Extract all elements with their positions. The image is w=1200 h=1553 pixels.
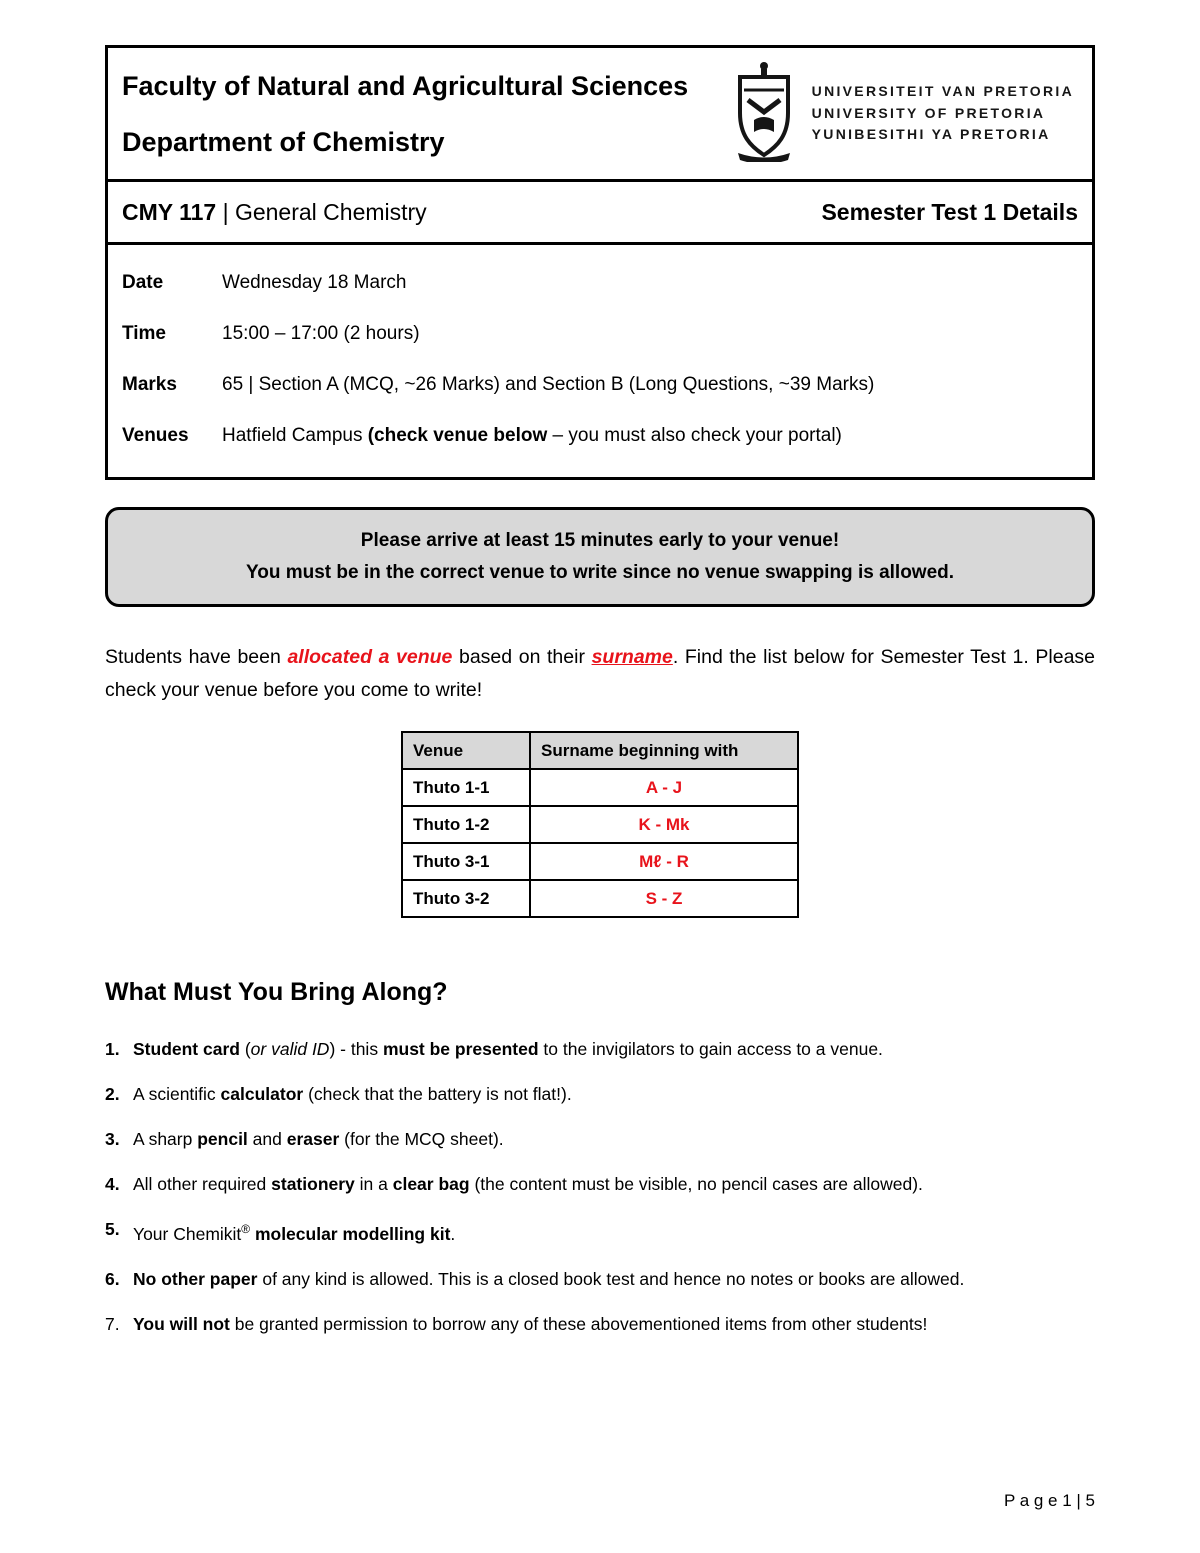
list-item-number: 7. — [105, 1313, 120, 1334]
logo-line-sepedi: YUNIBESITHI YA PRETORIA — [811, 126, 1051, 143]
department-title: Department of Chemistry — [122, 126, 445, 157]
detail-label-time: Time — [122, 323, 167, 344]
venue-table-header-surname: Surname beginning with — [530, 732, 798, 769]
surname-range-cell: K - Mk — [530, 806, 798, 843]
venue-table-header-row — [402, 732, 798, 769]
bring-along-list — [105, 1037, 1095, 1336]
faculty-title: Faculty of Natural and Agricultural Sciences — [122, 70, 689, 101]
detail-value-time: 15:00 – 17:00 (2 hours) — [222, 323, 420, 344]
test-details-title: Semester Test 1 Details — [821, 198, 1078, 225]
list-item — [105, 1082, 1095, 1106]
detail-value-date: Wednesday 18 March — [222, 272, 407, 293]
list-item-number: 6. — [105, 1268, 120, 1289]
test-details-box — [105, 242, 1095, 480]
notice-line-1: Please arrive at least 15 minutes early to your venue! — [360, 530, 840, 551]
detail-label-marks: Marks — [122, 374, 177, 395]
list-item-text: A scientific calculator (check that the battery is not flat!). — [133, 1084, 572, 1104]
table-row — [402, 769, 798, 806]
list-item — [105, 1127, 1095, 1151]
logo-line-afrikaans: UNIVERSITEIT VAN PRETORIA — [811, 83, 1074, 100]
university-logo-text — [812, 81, 1074, 146]
list-item — [105, 1267, 1095, 1291]
surname-range-cell: A - J — [530, 769, 798, 806]
header-titles — [122, 58, 688, 170]
detail-row-date — [122, 257, 1078, 308]
bring-along-heading: What Must You Bring Along? — [105, 978, 448, 1006]
list-item-number: 4. — [105, 1174, 120, 1194]
notice-line-2: You must be in the correct venue to write since no venue swapping is allowed. — [245, 562, 955, 583]
detail-value-marks: 65 | Section A (MCQ, ~26 Marks) and Section B (Long Questions, ~39 Marks) — [222, 374, 875, 395]
arrival-notice-box — [105, 507, 1095, 607]
surname-range-cell: S - Z — [530, 880, 798, 917]
venue-table-header-venue: Venue — [402, 732, 530, 769]
list-item-text: Student card (or valid ID) - this must be presented to the invigilators to gain access to a venue. — [133, 1039, 883, 1059]
list-item-number: 1. — [105, 1039, 120, 1059]
detail-value-venues: Hatfield Campus (check venue below – you must also check your portal) — [222, 425, 842, 446]
university-logo — [736, 60, 1078, 167]
list-item-number: 3. — [105, 1129, 120, 1149]
table-row — [402, 843, 798, 880]
list-item-text: All other required stationery in a clear bag (the content must be visible, no pencil cases are allowed). — [133, 1174, 923, 1194]
venue-cell: Thuto 3-2 — [402, 880, 530, 917]
logo-line-english: UNIVERSITY OF PRETORIA — [811, 104, 1046, 121]
course-title: CMY 117 | General Chemistry — [122, 198, 427, 225]
detail-row-venues — [122, 410, 1078, 461]
venue-cell: Thuto 3-1 — [402, 843, 530, 880]
surname-range-cell: Mℓ - R — [530, 843, 798, 880]
detail-row-marks — [122, 359, 1078, 410]
list-item — [105, 1217, 1095, 1246]
detail-row-time — [122, 308, 1078, 359]
list-item — [105, 1037, 1095, 1061]
list-item — [105, 1312, 1095, 1336]
page-number: P a g e 1 | 5 — [1003, 1491, 1095, 1510]
detail-label-date: Date — [122, 272, 164, 293]
table-row — [402, 806, 798, 843]
list-item-number: 2. — [105, 1084, 120, 1104]
venue-cell: Thuto 1-1 — [402, 769, 530, 806]
list-item-text: You will not be granted permission to borrow any of these abovementioned items from other students! — [133, 1313, 928, 1334]
university-crest-icon — [736, 60, 792, 167]
list-item-number: 5. — [105, 1219, 120, 1239]
venue-cell: Thuto 1-2 — [402, 806, 530, 843]
header-box — [105, 45, 1095, 182]
list-item-text: No other paper of any kind is allowed. This is a closed book test and hence no notes or books are allowed. — [133, 1268, 965, 1289]
venue-table — [401, 731, 799, 918]
detail-label-venues: Venues — [122, 425, 189, 446]
list-item-text: Your Chemikit® molecular modelling kit. — [133, 1222, 456, 1244]
course-bar — [105, 179, 1095, 245]
table-row — [402, 880, 798, 917]
venue-allocation-paragraph: Students have been allocated a venue based on their surname. Find the list below for Semester Test 1. Please check your venue before you come to write! — [105, 646, 1096, 701]
list-item — [105, 1172, 1095, 1196]
list-item-text: A sharp pencil and eraser (for the MCQ sheet). — [133, 1129, 504, 1149]
